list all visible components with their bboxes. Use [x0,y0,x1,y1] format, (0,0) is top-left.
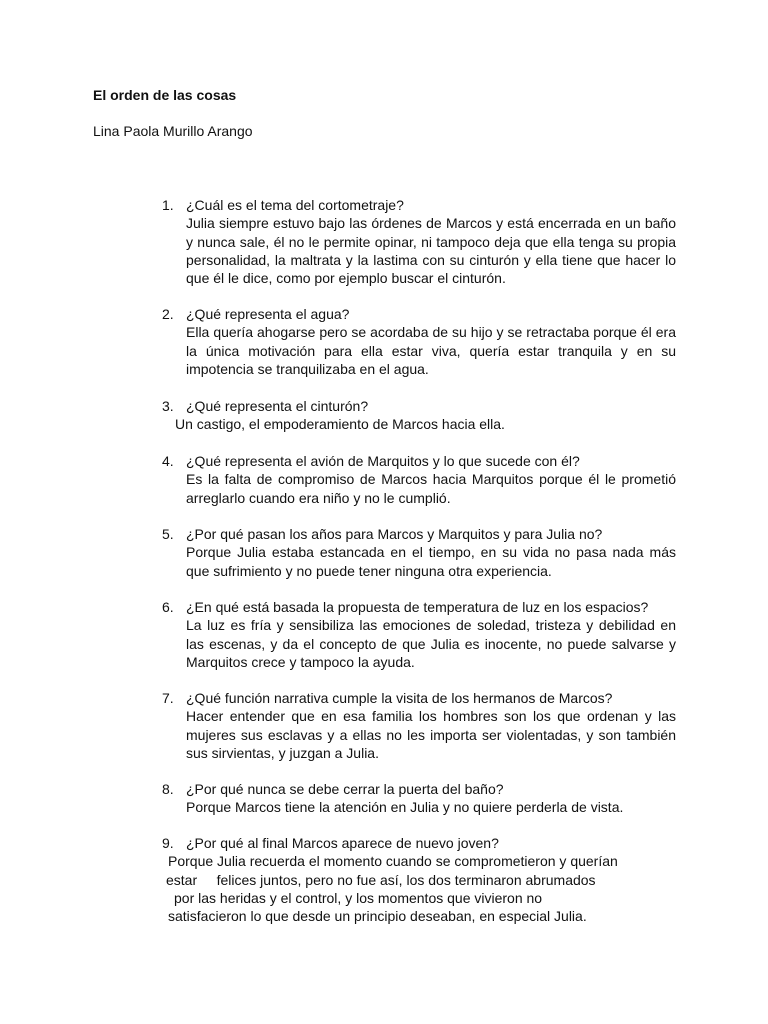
question-number: 1. [162,197,174,213]
answer-text: Julia siempre estuvo bajo las órdenes de Marcos y está encerrada en un baño y nunca sale, él no le permite opinar, ni tampoco deja que ella tenga su propia personalidad, la maltrata y la lastima con su cinturón y ella tiene que hacer lo que él le dice, como por ejemplo buscar el cinturón. [186,215,676,287]
question-text: ¿En qué está basada la propuesta de temperatura de luz en los espacios? [186,599,649,615]
question-text: ¿Qué representa el avión de Marquitos y lo que sucede con él? [186,453,580,469]
question-number: 5. [162,526,174,542]
question-text: ¿Qué representa el cinturón? [186,398,369,414]
question-number: 6. [162,599,174,615]
answer-text: Es la falta de compromiso de Marcos hacia Marquitos porque él le prometió arreglarlo cuando era niño y no le cumplió. [186,471,676,506]
question-number: 4. [162,453,174,469]
list-item [162,780,676,817]
document-title: El orden de las cosas [93,87,237,103]
list-item [162,689,676,762]
question-number: 9. [162,835,174,851]
document-author: Lina Paola Murillo Arango [93,123,253,139]
answer-line: por las heridas y el control, y los momentos que vivieron no [174,889,543,906]
answer-line: estar felices juntos, pero no fue así, los dos terminaron abrumados [166,871,596,888]
answer-text: La luz es fría y sensibiliza las emociones de soledad, tristeza y debilidad en las escenas, y da el concepto de que Julia es inocente, no puede salvarse y Marquitos crece y tampoco la ayuda. [186,617,676,670]
question-number: 2. [162,306,174,322]
answer-text: Porque Marcos tiene la atención en Julia y no quiere perderla de vista. [186,799,624,816]
list-item [162,598,676,671]
answer-text: Porque Julia estaba estancada en el tiempo, en su vida no pasa nada más que sufrimiento y no puede tener ninguna otra experiencia. [186,544,676,579]
answer-text: Ella quería ahogarse pero se acordaba de su hijo y se retractaba porque él era la única motivación para ella estar viva, quería estar tranquila y en su impotencia se tranquilizaba en el agua. [186,324,676,377]
list-item [162,525,676,580]
question-text: ¿Por qué nunca se debe cerrar la puerta del baño? [186,781,504,797]
question-text: ¿Qué representa el agua? [186,306,350,322]
question-text: ¿Cuál es el tema del cortometraje? [186,197,404,213]
answer-text: Un castigo, el empoderamiento de Marcos hacia ella. [175,416,505,433]
list-item [162,452,676,507]
question-text: ¿Por qué al final Marcos aparece de nuevo joven? [186,835,499,851]
question-number: 3. [162,398,174,414]
question-number: 8. [162,781,174,797]
answer-line: Porque Julia recuerda el momento cuando se comprometieron y querían [168,853,618,870]
list-item [162,834,676,925]
question-text: ¿Qué función narrativa cumple la visita de los hermanos de Marcos? [186,690,613,706]
list-item [162,196,676,287]
list-item [162,305,676,378]
question-text: ¿Por qué pasan los años para Marcos y Marquitos y para Julia no? [186,526,603,542]
answer-text: Hacer entender que en esa familia los hombres son los que ordenan y las mujeres sus esclavas y a ellas no les importa ser violentadas, y son también sus sirvientas, y juzgan a Julia. [186,708,676,761]
answer-line: satisfacieron lo que desde un principio deseaban, en especial Julia. [168,908,587,925]
list-item [162,397,676,434]
question-number: 7. [162,690,174,706]
